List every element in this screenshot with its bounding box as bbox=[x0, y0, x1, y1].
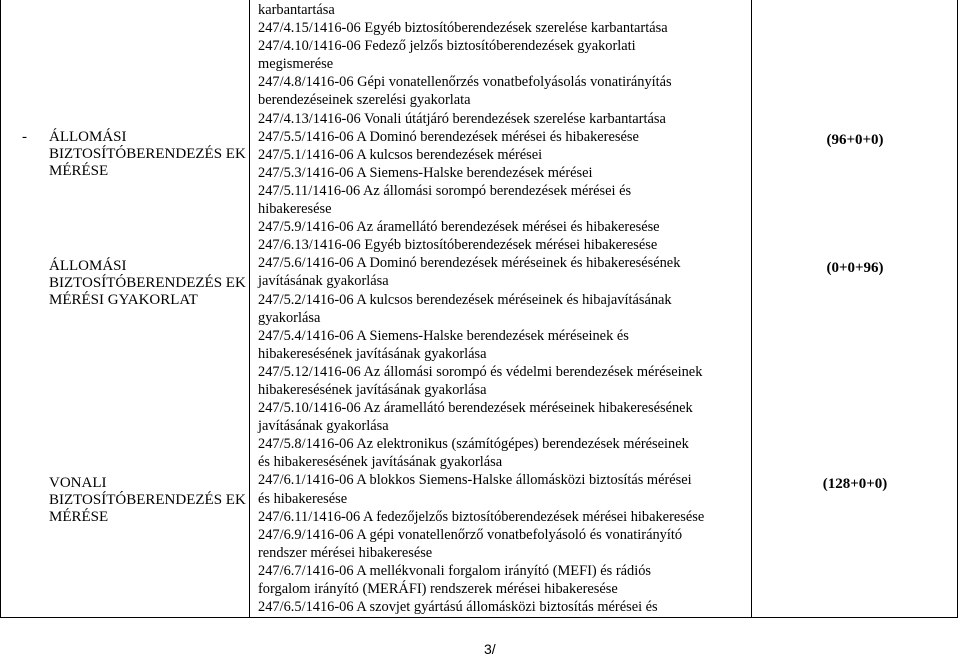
page-number: 3/ bbox=[484, 641, 496, 657]
curriculum-line: 247/5.9/1416-06 Az áramellátó berendezések mérései és hibakeresése bbox=[258, 219, 660, 236]
table-border-bottom bbox=[0, 617, 958, 618]
table-border-col1 bbox=[249, 0, 250, 618]
module-title-text: ÁLLOMÁSI BIZTOSÍTÓBERENDEZÉS EK MÉRÉSI GYAKORLAT bbox=[49, 258, 246, 308]
curriculum-line: és hibakeresése bbox=[258, 490, 348, 507]
curriculum-line: hibakeresésének javításának gyakorlása bbox=[258, 345, 487, 362]
curriculum-line: karbantartása bbox=[258, 2, 335, 18]
module-hours-2: (0+0+96) bbox=[826, 260, 884, 276]
curriculum-line: 247/5.11/1416-06 Az állomási sorompó berendezések mérései és bbox=[258, 182, 632, 199]
curriculum-line: 247/5.8/1416-06 Az elektronikus (számítógépes) berendezések méréseinek bbox=[258, 436, 689, 453]
curriculum-line: rendszer mérései hibakeresése bbox=[258, 544, 433, 561]
curriculum-line: 247/4.10/1416-06 Fedező jelzős biztosítóberendezések gyakorlati bbox=[258, 38, 636, 55]
curriculum-line: javításának gyakorlása bbox=[258, 418, 389, 435]
list-bullet: - bbox=[22, 129, 27, 145]
curriculum-line: 247/6.1/1416-06 A blokkos Siemens-Halske állomásközi biztosítás mérései bbox=[258, 472, 692, 489]
curriculum-line: 247/6.7/1416-06 A mellékvonali forgalom irányító (MEFI) és rádiós bbox=[258, 562, 652, 579]
curriculum-line: 247/4.8/1416-06 Gépi vonatellenőrzés vonatbefolyásolás vonatirányítás bbox=[258, 74, 672, 91]
module-hours-1: (96+0+0) bbox=[826, 132, 884, 148]
curriculum-line: forgalom irányító (MERÁFI) rendszerek mérései hibakeresése bbox=[258, 581, 618, 597]
curriculum-line: 247/5.3/1416-06 A Siemens-Halske berendezések mérései bbox=[258, 164, 593, 181]
curriculum-line: és hibakeresésének javításának gyakorlása bbox=[258, 454, 503, 471]
curriculum-line: 247/6.9/1416-06 A gépi vonatellenőrző vonatbefolyásoló és vonatirányító bbox=[258, 526, 683, 543]
curriculum-line: 247/5.2/1416-06 A kulcsos berendezések méréseinek és hibajavításának bbox=[258, 291, 672, 308]
module-title-text: VONALI BIZTOSÍTÓBERENDEZÉS EK MÉRÉSE bbox=[49, 475, 246, 525]
curriculum-line: berendezéseinek szerelési gyakorlata bbox=[258, 92, 471, 109]
curriculum-line: gyakorlása bbox=[258, 309, 321, 326]
curriculum-line: hibakeresésének javításának gyakorlása bbox=[258, 381, 487, 398]
curriculum-line: 247/5.10/1416-06 Az áramellátó berendezések méréseinek hibakeresésének bbox=[258, 400, 693, 417]
module-title-text: ÁLLOMÁSI BIZTOSÍTÓBERENDEZÉS EK MÉRÉSE bbox=[49, 129, 246, 179]
curriculum-line: 247/6.5/1416-06 A szovjet gyártású állomásközi biztosítás mérései és bbox=[258, 599, 658, 616]
table-border-col2 bbox=[751, 0, 752, 618]
curriculum-line: 247/5.6/1416-06 A Dominó berendezések méréseinek és hibakeresésének bbox=[258, 255, 681, 272]
curriculum-line: 247/4.15/1416-06 Egyéb biztosítóberendezések szerelése karbantartása bbox=[258, 20, 668, 37]
curriculum-line: 247/5.4/1416-06 A Siemens-Halske berendezések méréseinek és bbox=[258, 327, 629, 344]
table-border-right bbox=[957, 0, 958, 618]
curriculum-line: 247/5.12/1416-06 Az állomási sorompó és védelmi berendezések méréseinek bbox=[258, 363, 703, 380]
curriculum-line: 247/5.1/1416-06 A kulcsos berendezések mérései bbox=[258, 146, 543, 163]
curriculum-list bbox=[258, 1, 750, 616]
module-hours-3: (128+0+0) bbox=[822, 476, 888, 492]
curriculum-line: 247/5.5/1416-06 A Dominó berendezések mérései és hibakeresése bbox=[258, 128, 639, 145]
curriculum-line: 247/6.11/1416-06 A fedezőjelzős biztosítóberendezések mérései hibakeresése bbox=[258, 508, 705, 525]
curriculum-line: 247/4.13/1416-06 Vonali útátjáró berendezések szerelése karbantartása bbox=[258, 110, 666, 127]
curriculum-line: hibakeresése bbox=[258, 201, 332, 218]
curriculum-line: javításának gyakorlása bbox=[258, 273, 389, 290]
table-border-left bbox=[0, 0, 1, 618]
curriculum-line: megismerése bbox=[258, 56, 334, 73]
curriculum-line: 247/6.13/1416-06 Egyéb biztosítóberendezések mérései hibakeresése bbox=[258, 237, 658, 254]
